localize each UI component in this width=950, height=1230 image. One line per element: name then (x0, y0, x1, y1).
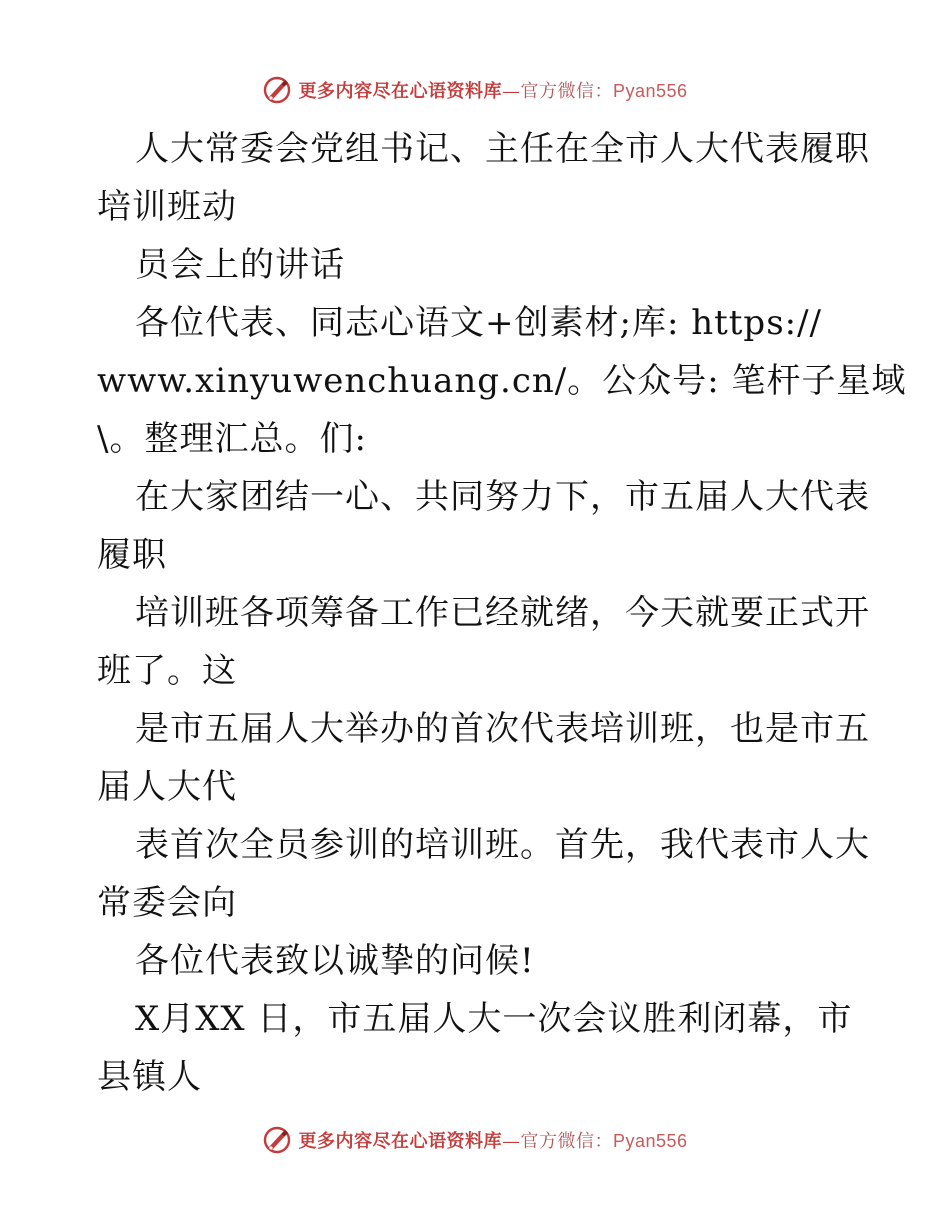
body-line: 是市五届人大举办的首次代表培训班，也是市五 (135, 709, 870, 749)
body-line: 班了。这 (97, 651, 237, 691)
body-line: X月XX 日，市五届人大一次会议胜利闭幕，市 (135, 999, 853, 1039)
body-line: 常委会向 (97, 883, 237, 923)
body-line: 在大家团结一心、共同努力下，市五届人大代表 (135, 477, 870, 517)
body-line: 表首次全员参训的培训班。首先，我代表市人大 (135, 825, 870, 865)
body-line: 届人大代 (97, 767, 237, 807)
footer-banner-text (298, 1127, 687, 1153)
footer-wechat-label: 官方微信： (520, 1131, 613, 1152)
header-brand: 更多内容尽在心语资料库 (298, 81, 502, 102)
header-wechat-label: 官方微信： (520, 81, 613, 102)
pen-logo-icon (262, 1125, 292, 1155)
body-line: 员会上的讲话 (135, 245, 345, 285)
body-line: 各位代表致以诚挚的问候! (135, 941, 535, 981)
header-banner-text (298, 77, 687, 103)
body-line: \。整理汇总。们: (97, 419, 367, 459)
footer-banner (0, 1122, 950, 1158)
footer-dash: — (501, 1131, 521, 1152)
document-body (97, 120, 907, 1106)
footer-wechat-id: Pyan556 (612, 1131, 688, 1151)
body-line: 县镇人 (97, 1057, 202, 1097)
body-line: www.xinyuwenchuang.cn/。公众号: 笔杆子星域 (97, 361, 907, 401)
pen-logo-icon (262, 75, 292, 105)
header-banner (0, 72, 950, 108)
body-line: 各位代表、同志心语文+创素材;库: https:// (135, 303, 823, 343)
body-line: 培训班各项筹备工作已经就绪，今天就要正式开 (135, 593, 870, 633)
body-line: 人大常委会党组书记、主任在全市人大代表履职 (135, 129, 870, 169)
body-line: 培训班动 (97, 187, 237, 227)
header-dash: — (501, 81, 521, 102)
footer-brand: 更多内容尽在心语资料库 (298, 1131, 502, 1152)
body-line: 履职 (97, 535, 167, 575)
header-wechat-id: Pyan556 (612, 81, 688, 101)
